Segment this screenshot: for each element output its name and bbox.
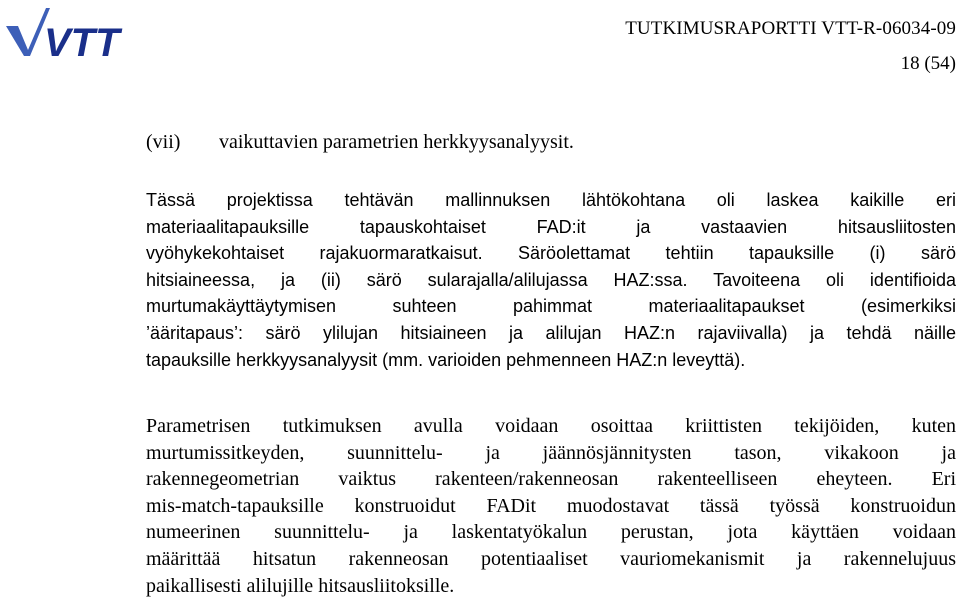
paragraph-line: hitsiaineessa, ja (ii) särö sularajalla/alilujassa HAZ:ssa. Tavoiteena oli identifioida [146,269,956,290]
list-marker: (vii) [146,131,181,153]
list-item [146,131,574,154]
paragraph-line: vyöhykekohtaiset rajakuormaratkaisut. Säröolettamat tehtiin tapauksille (i) särö [146,243,956,264]
paragraph-1 [146,187,956,373]
report-id: TUTKIMUSRAPORTTI VTT-R-06034-09 [625,18,956,39]
paragraph-line: rakennegeometrian vaiktus rakenteen/rakenneosan rakenteelliseen eheyteen. Eri [146,468,956,491]
paragraph-line: ’ääritapaus’: särö ylilujan hitsiaineen ja alilujan HAZ:n rajaviivalla) ja tehdä näille [146,322,956,343]
vtt-logo [4,4,160,64]
logo-text: VTT [44,21,120,64]
page-number: 18 (54) [900,53,956,74]
paragraph-line: murtumissitkeyden, suunnittelu- ja jäännösjännitysten tason, vikakoon ja [146,441,956,464]
paragraph-line: paikallisesti alilujille hitsausliitoksille. [146,574,455,597]
paragraph-line: murtumakäyttäytymisen suhteen pahimmat materiaalitapaukset (esimerkiksi [146,296,956,317]
paragraph-line: materiaalitapauksille tapauskohtaiset FAD:it ja vastaavien hitsausliitosten [146,216,956,237]
list-item-text: vaikuttavien parametrien herkkyysanalyysit. [219,131,574,153]
paragraph-line: Tässä projektissa tehtävän mallinnuksen lähtökohtana oli laskea kaikille eri [146,190,956,210]
paragraph-line: määrittää hitsatun rakenneosan potentiaaliset vauriomekanismit ja rakennelujuus [146,547,956,570]
paragraph-2 [146,413,956,599]
paragraph-line: numeerinen suunnittelu- ja laskentatyökalun perustan, jota käyttäen voidaan [146,521,956,544]
paragraph-line: tapauksille herkkyysanalyysit (mm. varioiden pehmenneen HAZ:n leveyttä). [146,349,746,370]
paragraph-line: Parametrisen tutkimuksen avulla voidaan osoittaa kriittisten tekijöiden, kuten [146,415,956,437]
paragraph-line: mis-match-tapauksille konstruoidut FADit muodostavat tässä työssä konstruoidun [146,494,956,517]
vtt-logo-icon [4,4,160,64]
